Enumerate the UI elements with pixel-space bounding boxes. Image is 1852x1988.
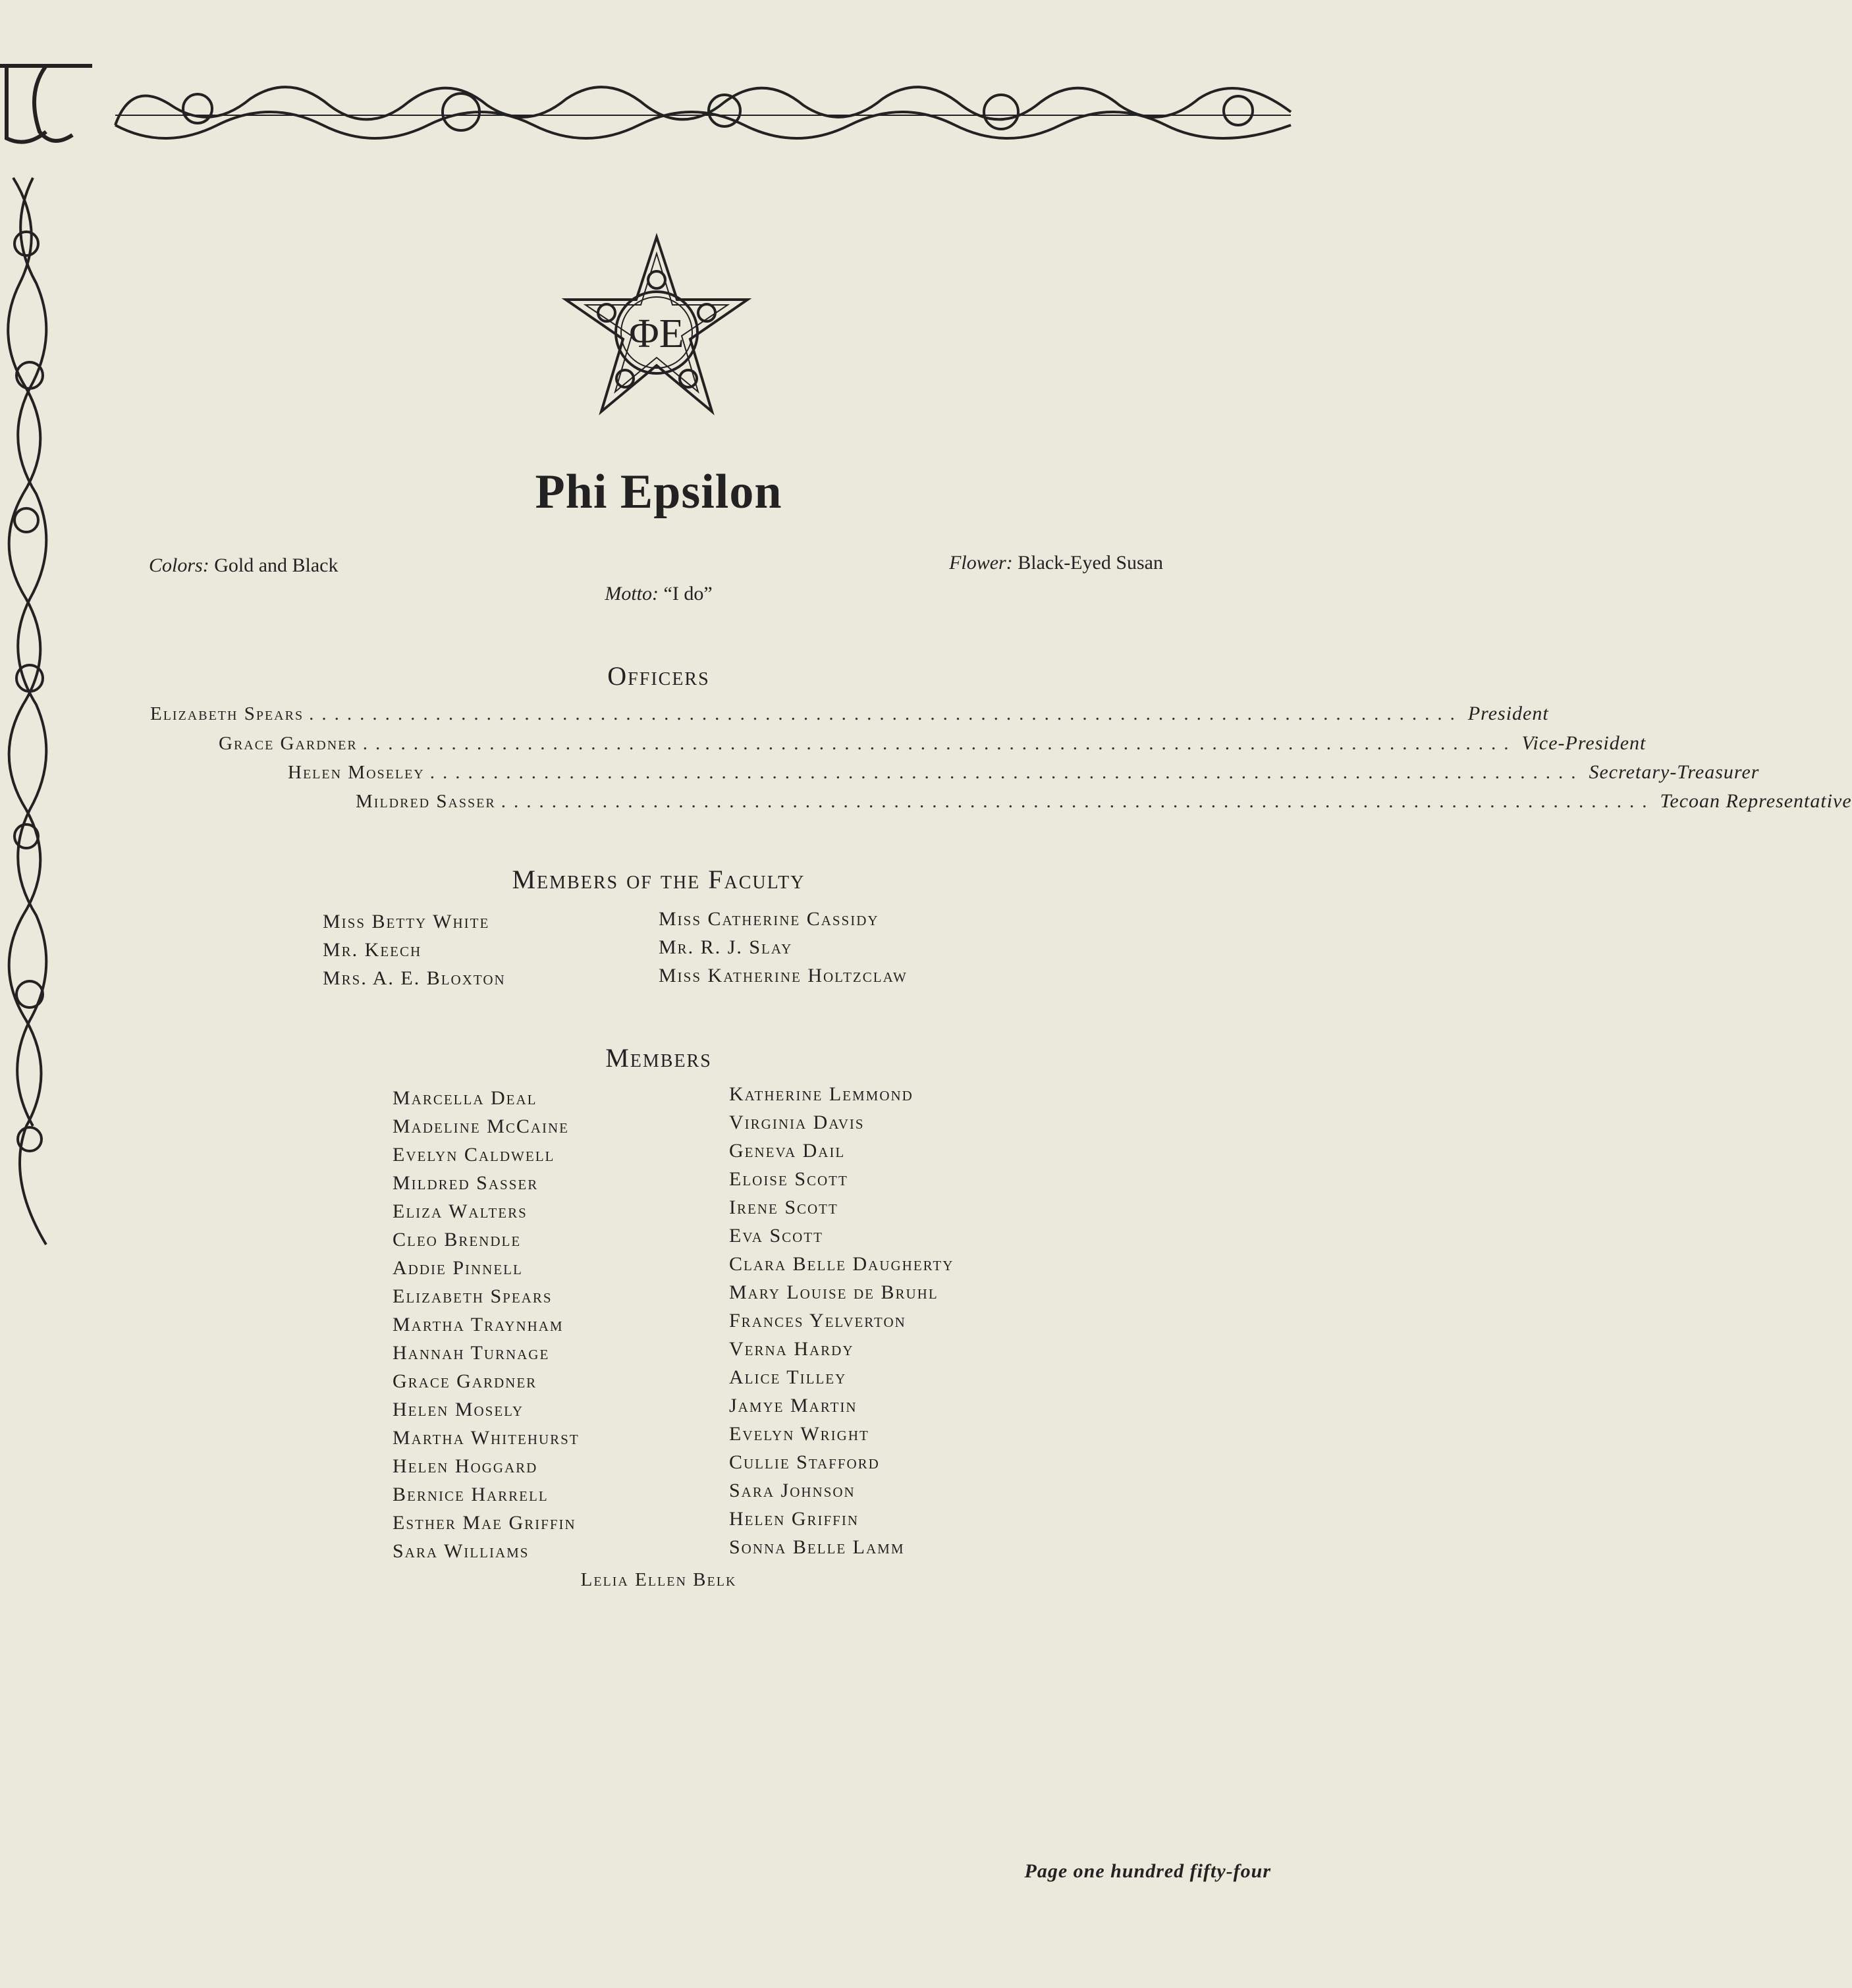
members-right-column — [729, 1080, 954, 1561]
member-name: Frances Yelverton — [729, 1310, 906, 1331]
member-name: Bernice Harrell — [393, 1484, 549, 1505]
faculty-left-column — [323, 907, 506, 992]
officer-role: Secretary-Treasurer — [1589, 761, 1760, 783]
member-name: Alice Tilley — [729, 1366, 847, 1388]
member-name: Clara Belle Daugherty — [729, 1253, 954, 1275]
colors-label: Colors: — [149, 554, 209, 576]
member-name: Madeline McCaine — [393, 1115, 569, 1137]
leader-dots: ........................................................................................... — [501, 791, 1655, 812]
member-name: Eva Scott — [729, 1225, 823, 1247]
member-name: Cleo Brendle — [393, 1229, 522, 1250]
page-number: Page one hundred fifty-four — [1024, 1860, 1271, 1882]
member-name: Geneva Dail — [729, 1140, 846, 1162]
faculty-name: Mr. R. J. Slay — [659, 936, 793, 958]
officer-row — [219, 732, 1647, 755]
members-left-column — [393, 1084, 580, 1565]
phi-epsilon-star-emblem — [563, 234, 751, 418]
officer-role: Tecoan Representative — [1660, 790, 1852, 812]
member-name: Irene Scott — [729, 1196, 838, 1218]
flower-value: Black-Eyed Susan — [1018, 552, 1163, 574]
motto-line — [0, 583, 1317, 605]
member-name: Marcella Deal — [393, 1087, 537, 1109]
faculty-name: Miss Catherine Cassidy — [659, 908, 879, 930]
flower-line — [949, 552, 1163, 574]
faculty-name: Miss Betty White — [323, 911, 490, 932]
member-name: Virginia Davis — [729, 1112, 865, 1133]
ornamental-side-border — [0, 178, 59, 1258]
page-title: Phi Epsilon — [535, 465, 782, 519]
member-name: Addie Pinnell — [393, 1257, 523, 1279]
member-name: Katherine Lemmond — [729, 1083, 913, 1105]
member-name: Cullie Stafford — [729, 1451, 880, 1473]
member-name: Verna Hardy — [729, 1338, 854, 1360]
motto-value: “I do” — [663, 583, 713, 604]
member-name: Sara Johnson — [729, 1480, 856, 1501]
leader-dots: ........................................................................................... — [362, 733, 1517, 754]
faculty-name: Miss Katherine Holtzclaw — [659, 965, 908, 986]
faculty-right-column — [659, 905, 908, 990]
member-name: Helen Griffin — [729, 1508, 859, 1530]
motto-label: Motto: — [605, 583, 659, 604]
leader-dots: ........................................................................................... — [429, 762, 1584, 783]
officer-name: Elizabeth Spears — [150, 703, 304, 724]
member-name: Eliza Walters — [393, 1200, 528, 1222]
member-name: Martha Whitehurst — [393, 1427, 580, 1449]
ornamental-top-border — [0, 53, 1304, 151]
member-name: Evelyn Wright — [729, 1423, 869, 1445]
officer-role: Vice-President — [1521, 732, 1647, 754]
member-name: Mildred Sasser — [393, 1172, 539, 1194]
officer-name: Grace Gardner — [219, 733, 358, 754]
officer-name: Helen Moseley — [288, 762, 425, 783]
colors-value: Gold and Black — [214, 554, 339, 576]
leader-dots: ........................................................................................... — [309, 703, 1463, 724]
member-name: Eloise Scott — [729, 1168, 848, 1190]
flower-label: Flower: — [949, 552, 1013, 574]
officer-row — [356, 790, 1852, 813]
member-name: Hannah Turnage — [393, 1342, 550, 1364]
faculty-heading: Members of the Faculty — [512, 865, 805, 894]
faculty-name: Mr. Keech — [323, 939, 422, 961]
member-name: Helen Mosely — [393, 1399, 524, 1420]
officers-heading: Officers — [607, 661, 710, 691]
officer-name: Mildred Sasser — [356, 791, 496, 812]
member-name: Elizabeth Spears — [393, 1285, 553, 1307]
colors-line — [149, 554, 338, 577]
faculty-name: Mrs. A. E. Bloxton — [323, 967, 506, 989]
member-name: Martha Traynham — [393, 1314, 564, 1335]
officer-row — [150, 703, 1549, 725]
emblem-letters: ΦE — [629, 311, 684, 356]
member-name: Grace Gardner — [393, 1370, 537, 1392]
member-name: Sara Williams — [393, 1540, 530, 1562]
member-name-centered: Lelia Ellen Belk — [580, 1569, 737, 1590]
officer-row — [288, 761, 1760, 784]
member-name: Evelyn Caldwell — [393, 1144, 555, 1166]
member-name: Helen Hoggard — [393, 1455, 538, 1477]
officer-role: President — [1467, 703, 1549, 724]
member-name: Jamye Martin — [729, 1395, 858, 1416]
members-heading: Members — [605, 1043, 712, 1073]
member-name: Mary Louise de Bruhl — [729, 1281, 939, 1303]
member-name: Esther Mae Griffin — [393, 1512, 576, 1534]
member-name: Sonna Belle Lamm — [729, 1536, 905, 1558]
